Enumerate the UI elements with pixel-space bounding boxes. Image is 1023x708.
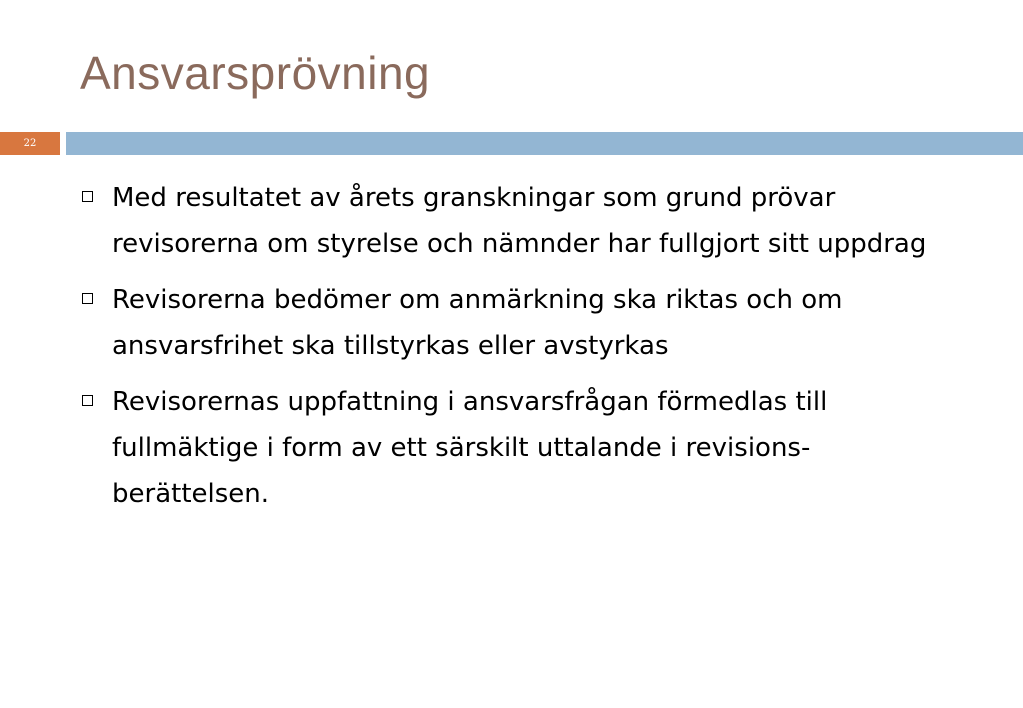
- bullet-text: Med resultatet av årets granskningar som grund prövar revisorerna om styrelse och nämnder har fullgjort sitt uppdrag: [112, 183, 927, 259]
- bullet-item: [82, 379, 962, 517]
- square-bullet-icon: [82, 293, 93, 304]
- slide-number: 22: [0, 132, 60, 155]
- title-bar-divider: [66, 132, 1023, 155]
- square-bullet-icon: [82, 395, 93, 406]
- bullet-item: [82, 277, 962, 369]
- slide-title: Ansvarsprövning: [80, 47, 431, 99]
- bullet-text: Revisorernas uppfattning i ansvarsfrågan förmedlas till fullmäktige i form av ett särskilt uttalande i revisions-berättelsen.: [112, 387, 828, 509]
- bullet-item: [82, 175, 962, 267]
- square-bullet-icon: [82, 191, 93, 202]
- bullet-list: [82, 175, 962, 527]
- bullet-text: Revisorerna bedömer om anmärkning ska riktas och om ansvarsfrihet ska tillstyrkas eller avstyrkas: [112, 285, 843, 361]
